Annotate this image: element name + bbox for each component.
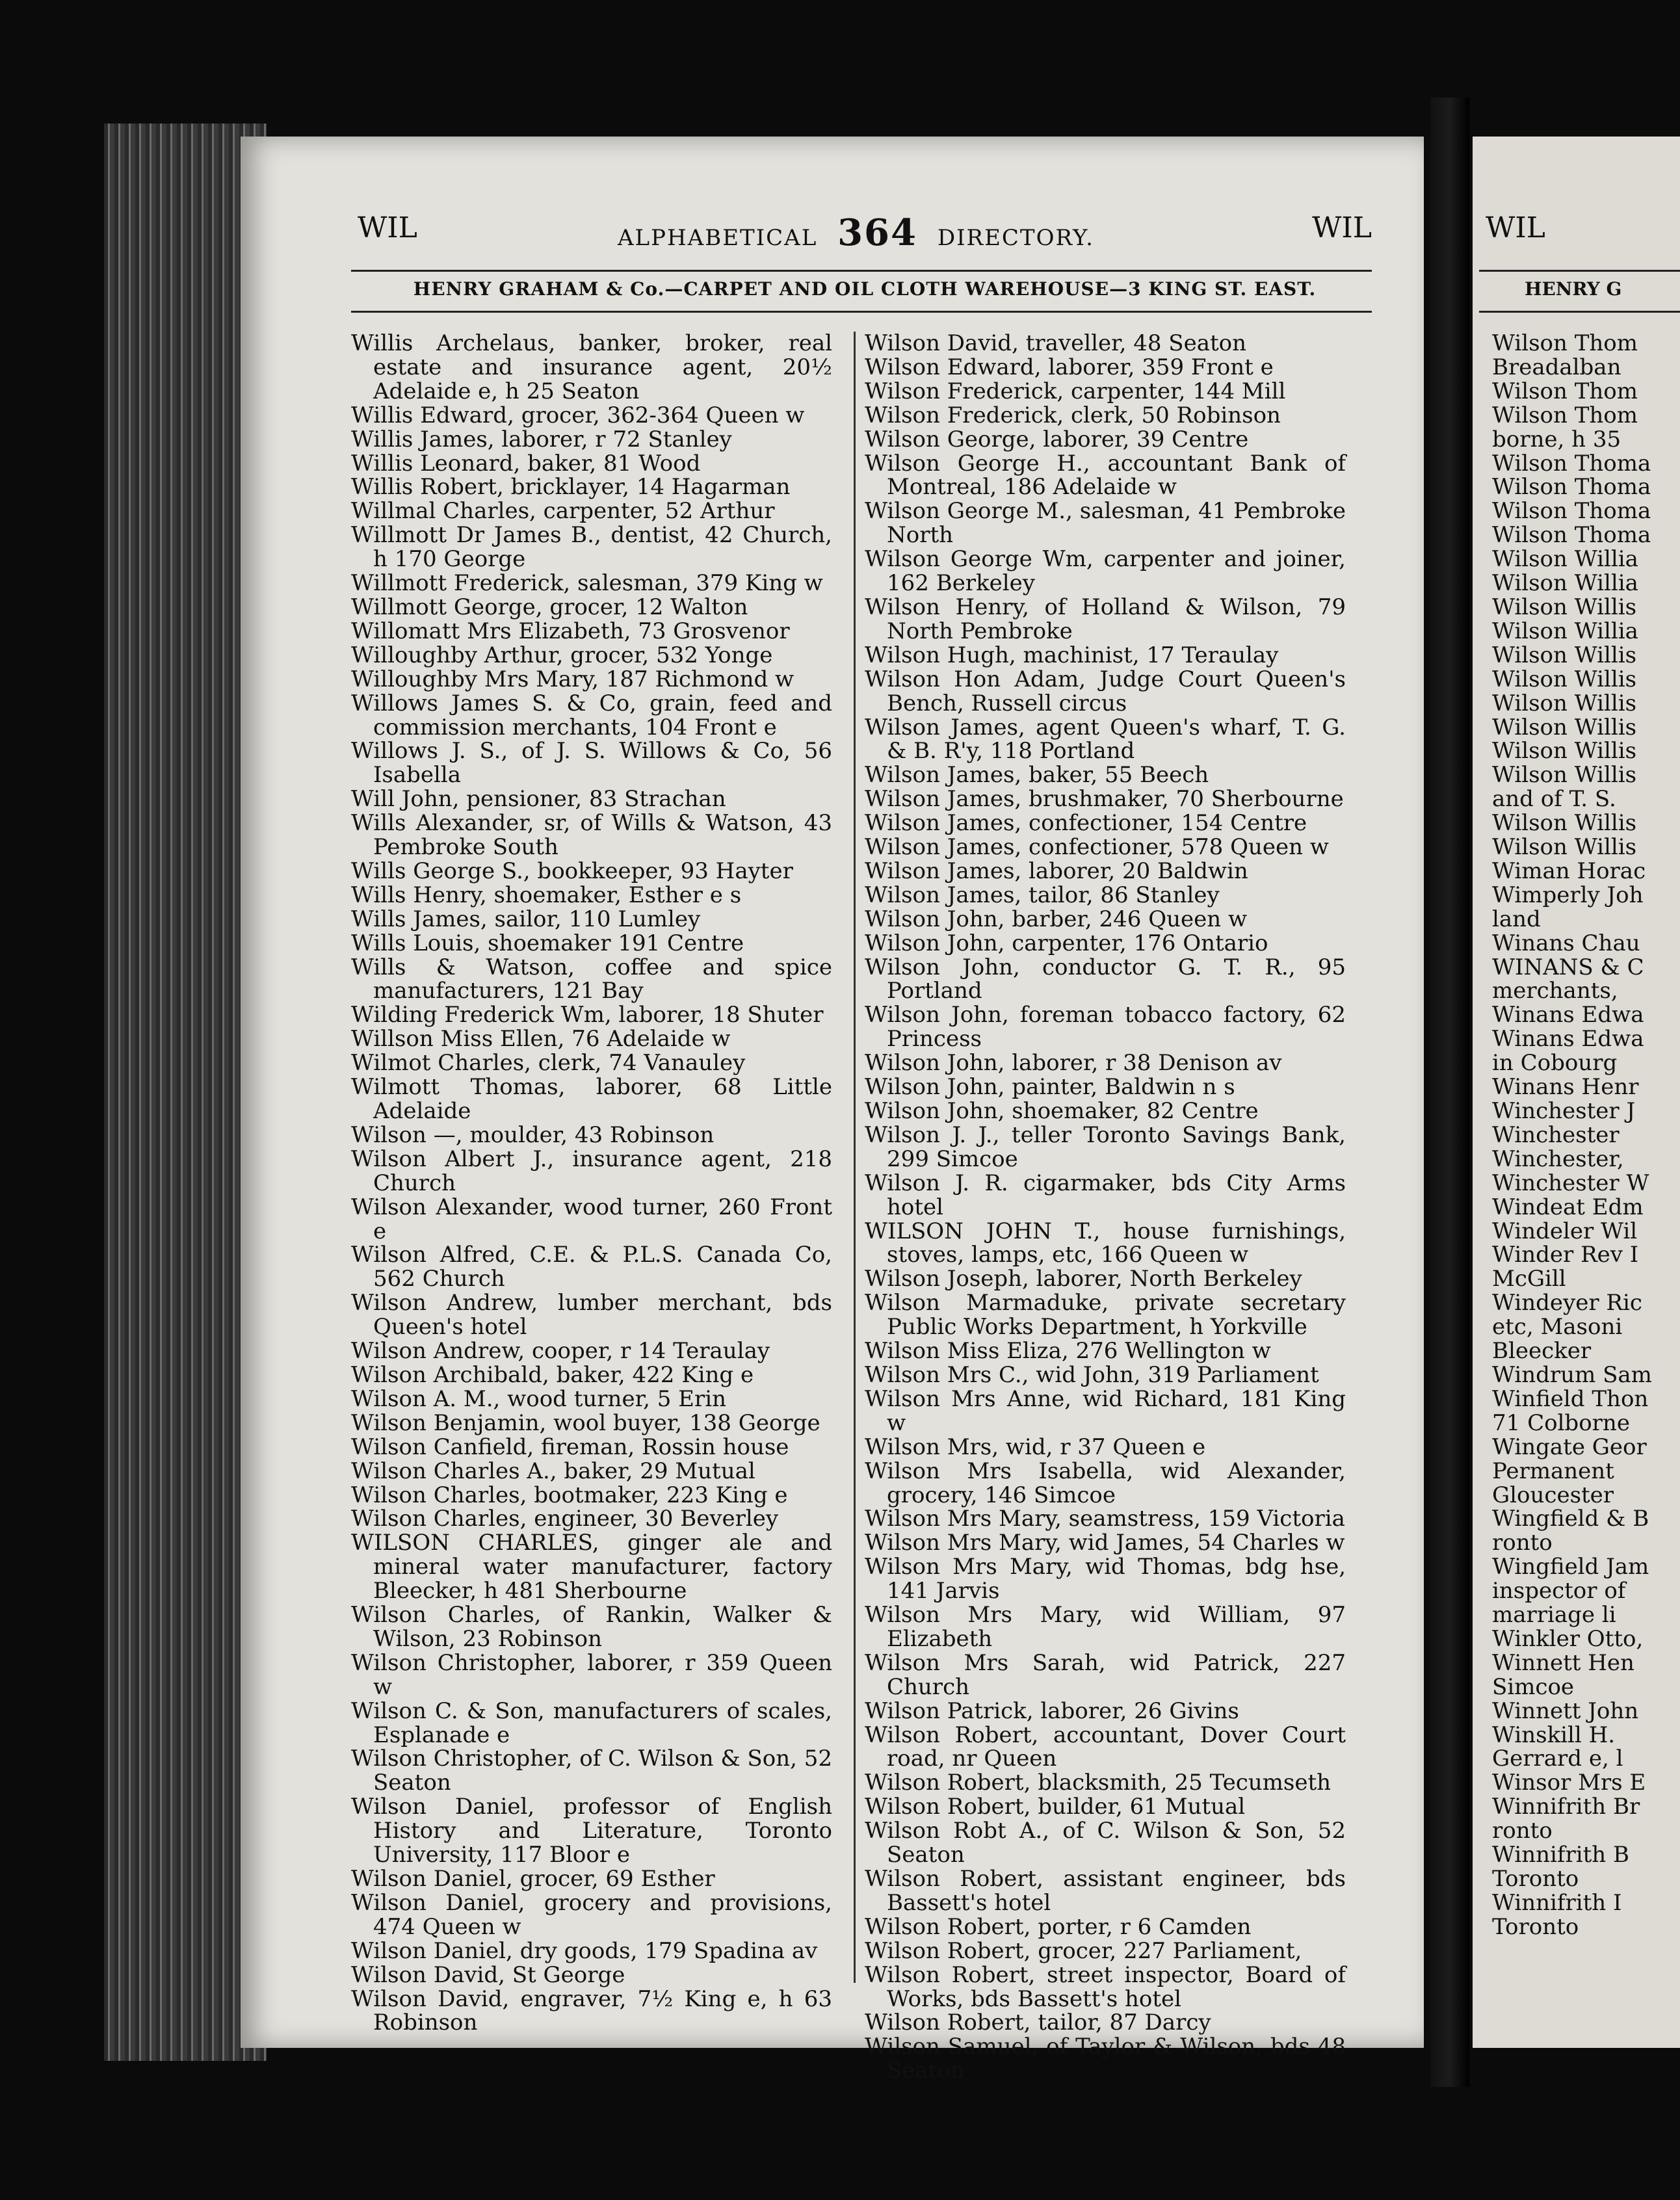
directory-entry: Wilson Alexander, wood turner, 260 Front e bbox=[351, 1194, 832, 1244]
directory-entry: Wilson John, painter, Baldwin n s bbox=[865, 1074, 1235, 1101]
header-directory: DIRECTORY. bbox=[937, 225, 1094, 251]
next-page-line: Winans Chau bbox=[1492, 930, 1640, 956]
header-title bbox=[618, 211, 1094, 254]
next-page-line: Simcoe bbox=[1492, 1673, 1575, 1700]
directory-entry: Wilson Miss Eliza, 276 Wellington w bbox=[865, 1338, 1271, 1365]
next-page-line: Wingfield Jam bbox=[1492, 1554, 1649, 1580]
next-page-line: Winchester bbox=[1492, 1121, 1620, 1148]
directory-entry: Wilson Mrs Sarah, wid Patrick, 227 Church bbox=[865, 1649, 1346, 1700]
directory-entry: Willmott Dr James B., dentist, 42 Church, h 170 George bbox=[351, 522, 832, 573]
next-page-line: Wingfield & B bbox=[1492, 1506, 1649, 1532]
next-page-line: Winkler Otto, bbox=[1492, 1625, 1644, 1652]
directory-entry: Willows James S. & Co, grain, feed and commission merchants, 104 Front e bbox=[351, 690, 832, 740]
directory-entry: Wills Louis, shoemaker 191 Centre bbox=[351, 930, 744, 956]
directory-entry: Willis Leonard, baker, 81 Wood bbox=[351, 450, 701, 477]
next-page-line: McGill bbox=[1492, 1266, 1566, 1292]
directory-entry: Wilson Mrs Mary, wid Thomas, bdg hse, 141 Jarvis bbox=[865, 1554, 1346, 1604]
directory-entry: Wilson C. & Son, manufacturers of scales, Esplanade e bbox=[351, 1697, 832, 1748]
directory-entry: Wilson Charles, of Rankin, Walker & Wilson, 23 Robinson bbox=[351, 1602, 832, 1652]
next-page-line: Winnett Hen bbox=[1492, 1649, 1634, 1676]
directory-entry: Wilson Robert, porter, r 6 Camden bbox=[865, 1913, 1252, 1940]
directory-entry: Wilson Albert J., insurance agent, 218 Church bbox=[351, 1146, 832, 1196]
directory-entry: Wilson James, laborer, 20 Baldwin bbox=[865, 858, 1248, 884]
next-page-line: Winans Edwa bbox=[1492, 1026, 1644, 1053]
next-page-line: land bbox=[1492, 906, 1541, 932]
next-page-line: Winans Edwa bbox=[1492, 1002, 1644, 1028]
next-page-line: Wingate Geor bbox=[1492, 1434, 1647, 1460]
directory-entry: Wilson Alfred, C.E. & P.L.S. Canada Co, 562 Church bbox=[351, 1242, 832, 1292]
next-page-line: Wilson Willia bbox=[1492, 618, 1638, 644]
directory-entry: Wilson J. R. cigarmaker, bds City Arms hotel bbox=[865, 1170, 1346, 1220]
next-page-line: Wilson Willis bbox=[1492, 714, 1637, 740]
directory-entry: Willson Miss Ellen, 76 Adelaide w bbox=[351, 1026, 731, 1053]
directory-entry: Willis Robert, bricklayer, 14 Hagarman bbox=[351, 474, 791, 501]
directory-entry: Wilson Robert, tailor, 87 Darcy bbox=[865, 2010, 1211, 2036]
directory-entry: Wilson Robert, assistant engineer, bds Bassett's hotel bbox=[865, 1866, 1346, 1916]
directory-entry: WILSON CHARLES, ginger ale and mineral water manufacturer, factory Bleecker, h 481 Sherbourne bbox=[351, 1530, 832, 1604]
directory-entry: Wilson Robert, builder, 61 Mutual bbox=[865, 1794, 1246, 1820]
next-page-line: ronto bbox=[1492, 1530, 1553, 1556]
directory-entry: Wilson George M., salesman, 41 Pembroke North bbox=[865, 498, 1346, 549]
directory-entry: Wills & Watson, coffee and spice manufacturers, 121 Bay bbox=[351, 954, 832, 1004]
next-page-line: Winsor Mrs E bbox=[1492, 1770, 1646, 1796]
next-page-line: Wilson Willis bbox=[1492, 834, 1637, 861]
next-page-line: Wilson Willis bbox=[1492, 642, 1637, 668]
next-page-line: Wilson Willis bbox=[1492, 738, 1637, 765]
next-page-line: Wimperly Joh bbox=[1492, 882, 1644, 908]
directory-entry: Willmal Charles, carpenter, 52 Arthur bbox=[351, 498, 775, 525]
next-page-line: Toronto bbox=[1492, 1866, 1579, 1892]
next-page-banner: HENRY G bbox=[1525, 278, 1622, 300]
next-page-line: WINANS & C bbox=[1492, 954, 1644, 980]
directory-entry: Wilson Mrs, wid, r 37 Queen e bbox=[865, 1434, 1206, 1460]
next-page-line: Breadalban bbox=[1492, 354, 1621, 380]
directory-entry: Wilson George, laborer, 39 Centre bbox=[865, 426, 1249, 452]
next-page-line: Wilson Willis bbox=[1492, 762, 1637, 789]
next-page-line: Toronto bbox=[1492, 1913, 1579, 1940]
directory-entry: Wilson Samuel, of Taylor & Wilson, bds 48 Seaton bbox=[865, 2034, 1346, 2084]
next-page-line: Winfield Thon bbox=[1492, 1385, 1649, 1412]
directory-entry: Wilson Canfield, fireman, Rossin house bbox=[351, 1434, 789, 1460]
next-page-line: Wilson Willia bbox=[1492, 546, 1638, 573]
running-header bbox=[358, 211, 1372, 263]
next-page-line: inspector of bbox=[1492, 1578, 1626, 1604]
directory-entry: Wilson Andrew, lumber merchant, bds Queen's hotel bbox=[351, 1290, 832, 1341]
directory-entry: Wilson Robert, accountant, Dover Court road, nr Queen bbox=[865, 1722, 1346, 1772]
next-page-line: Winnifrith Br bbox=[1492, 1794, 1640, 1820]
next-page-line: Wilson Willis bbox=[1492, 810, 1637, 837]
column-divider bbox=[854, 332, 856, 1983]
directory-entry: Wilson John, shoemaker, 82 Centre bbox=[865, 1098, 1259, 1124]
directory-entry: Wilson James, agent Queen's wharf, T. G. & B. R'y, 118 Portland bbox=[865, 714, 1346, 765]
header-right: WIL bbox=[1312, 211, 1372, 244]
directory-entry: Wilson —, moulder, 43 Robinson bbox=[351, 1121, 715, 1148]
header-left: WIL bbox=[358, 211, 417, 244]
next-page-line: marriage li bbox=[1492, 1602, 1616, 1629]
next-page-line: and of T. S. bbox=[1492, 786, 1616, 813]
directory-entry: Wilson Robert, grocer, 227 Parliament, bbox=[865, 1937, 1302, 1964]
directory-entry: Wilson John, carpenter, 176 Ontario bbox=[865, 930, 1268, 956]
directory-entry: Wilson Archibald, baker, 422 King e bbox=[351, 1361, 754, 1388]
next-page-line: in Cobourg bbox=[1492, 1050, 1618, 1077]
directory-entry: Wilson David, St George bbox=[351, 1961, 625, 1988]
directory-entry: Wilson Daniel, grocery and provisions, 474 Queen w bbox=[351, 1889, 832, 1940]
next-page-line: Winskill H. bbox=[1492, 1722, 1616, 1748]
book-gutter bbox=[1430, 98, 1469, 2087]
directory-entry: Wilson John, conductor G. T. R., 95 Portland bbox=[865, 954, 1346, 1004]
directory-entry: Wilson Mrs Mary, seamstress, 159 Victoria bbox=[865, 1506, 1345, 1532]
next-page-line: 71 Colborne bbox=[1492, 1409, 1630, 1436]
directory-entry: Wilson David, engraver, 7½ King e, h 63 Robinson bbox=[351, 1985, 832, 2036]
directory-entry: WILSON JOHN T., house furnishings, stoves, lamps, etc, 166 Queen w bbox=[865, 1218, 1346, 1268]
next-page-line: Gerrard e, l bbox=[1492, 1746, 1623, 1772]
next-page-column bbox=[1492, 332, 1652, 1939]
directory-entry: Wilson Benjamin, wool buyer, 138 George bbox=[351, 1409, 820, 1436]
next-page-fragment bbox=[1473, 137, 1680, 2048]
directory-entry: Wilson James, baker, 55 Beech bbox=[865, 762, 1209, 789]
directory-page bbox=[241, 137, 1424, 2084]
directory-entry: Wilson Mrs Isabella, wid Alexander, grocery, 146 Simcoe bbox=[865, 1458, 1346, 1508]
directory-entry: Wilson Daniel, grocer, 69 Esther bbox=[351, 1866, 715, 1892]
directory-entry: Wilson Andrew, cooper, r 14 Teraulay bbox=[351, 1338, 770, 1365]
next-page-line: Winans Henr bbox=[1492, 1074, 1639, 1101]
next-page-line: Wilson Willia bbox=[1492, 570, 1638, 597]
directory-entry: Wilson George H., accountant Bank of Montreal, 186 Adelaide w bbox=[865, 450, 1346, 501]
directory-entry: Willis Edward, grocer, 362-364 Queen w bbox=[351, 402, 805, 428]
directory-entry: Wilson Frederick, clerk, 50 Robinson bbox=[865, 402, 1281, 428]
next-page-line: Windeyer Ric bbox=[1492, 1290, 1642, 1316]
directory-entry: Wilson Mrs C., wid John, 319 Parliament bbox=[865, 1361, 1319, 1388]
next-page-line: Wilson Willis bbox=[1492, 666, 1637, 692]
directory-entry: Wilson Mrs Anne, wid Richard, 181 King w bbox=[865, 1385, 1346, 1436]
directory-entry: Wills Henry, shoemaker, Esther e s bbox=[351, 882, 742, 908]
directory-entry: Wilson J. J., teller Toronto Savings Bank, 299 Simcoe bbox=[865, 1121, 1346, 1172]
directory-entry: Wills James, sailor, 110 Lumley bbox=[351, 906, 701, 932]
next-page-line: Wilson Thoma bbox=[1492, 474, 1651, 501]
next-page-line: Winder Rev I bbox=[1492, 1242, 1639, 1268]
next-page-line: Windeat Edm bbox=[1492, 1194, 1644, 1220]
directory-entry: Wilson James, confectioner, 578 Queen w bbox=[865, 834, 1329, 861]
left-column bbox=[351, 332, 832, 2035]
directory-entry: Wilson Robert, blacksmith, 25 Tecumseth bbox=[865, 1770, 1332, 1796]
next-page-line: Winnett John bbox=[1492, 1697, 1639, 1724]
directory-entry: Wilson Frederick, carpenter, 144 Mill bbox=[865, 378, 1286, 404]
directory-entry: Wilson John, laborer, r 38 Denison av bbox=[865, 1050, 1282, 1077]
directory-entry: Wills George S., bookkeeper, 93 Hayter bbox=[351, 858, 793, 884]
directory-entry: Willis James, laborer, r 72 Stanley bbox=[351, 426, 732, 452]
next-page-line: Wilson Thoma bbox=[1492, 450, 1651, 477]
next-page-line: Wilson Thoma bbox=[1492, 522, 1651, 549]
directory-entry: Wilmott Thomas, laborer, 68 Little Adelaide bbox=[351, 1074, 832, 1124]
next-page-line: ronto bbox=[1492, 1818, 1553, 1844]
next-page-line: Winnifrith I bbox=[1492, 1889, 1622, 1916]
next-page-line: Wiman Horac bbox=[1492, 858, 1646, 884]
next-page-line: Winchester J bbox=[1492, 1098, 1636, 1124]
directory-entry: Wilson Charles, engineer, 30 Beverley bbox=[351, 1506, 779, 1532]
next-page-header: WIL bbox=[1486, 211, 1545, 244]
directory-entry: Wilson James, tailor, 86 Stanley bbox=[865, 882, 1220, 908]
directory-entry: Wilson Edward, laborer, 359 Front e bbox=[865, 354, 1274, 380]
next-page-line: Winchester, bbox=[1492, 1146, 1624, 1172]
directory-entry: Willoughby Arthur, grocer, 532 Yonge bbox=[351, 642, 773, 668]
directory-entry: Wilson George Wm, carpenter and joiner, 162 Berkeley bbox=[865, 546, 1346, 597]
next-page-line: Bleecker bbox=[1492, 1338, 1592, 1365]
next-page-rule-top bbox=[1479, 270, 1680, 272]
directory-entry: Wilmot Charles, clerk, 74 Vanauley bbox=[351, 1050, 746, 1077]
directory-entry: Willows J. S., of J. S. Willows & Co, 56 Isabella bbox=[351, 738, 832, 789]
directory-entry: Wilson Marmaduke, private secretary Public Works Department, h Yorkville bbox=[865, 1290, 1346, 1341]
directory-entry: Willoughby Mrs Mary, 187 Richmond w bbox=[351, 666, 794, 692]
directory-entry: Wilson Charles A., baker, 29 Mutual bbox=[351, 1458, 755, 1484]
directory-entry: Willomatt Mrs Elizabeth, 73 Grosvenor bbox=[351, 618, 790, 644]
directory-entry: Wilson Hugh, machinist, 17 Teraulay bbox=[865, 642, 1279, 668]
directory-entry: Wilson Robt A., of C. Wilson & Son, 52 Seaton bbox=[865, 1818, 1346, 1868]
right-column bbox=[865, 332, 1346, 2083]
directory-entry: Wilson Henry, of Holland & Wilson, 79 North Pembroke bbox=[865, 594, 1346, 644]
next-page-line: Wilson Thom bbox=[1492, 378, 1638, 404]
directory-entry: Wilding Frederick Wm, laborer, 18 Shuter bbox=[351, 1002, 824, 1028]
directory-entry: Wilson Christopher, of C. Wilson & Son, 52 Seaton bbox=[351, 1746, 832, 1796]
directory-entry: Wilson John, foreman tobacco factory, 62 Princess bbox=[865, 1002, 1346, 1053]
next-page-line: Windeler Wil bbox=[1492, 1218, 1638, 1244]
directory-entry: Wilson Charles, bootmaker, 223 King e bbox=[351, 1482, 788, 1508]
header-rule-bottom bbox=[351, 311, 1372, 313]
next-page-line: Wilson Willis bbox=[1492, 690, 1637, 716]
directory-entry: Wilson Daniel, dry goods, 179 Spadina av bbox=[351, 1937, 818, 1964]
directory-entry: Wills Alexander, sr, of Wills & Watson, 43 Pembroke South bbox=[351, 810, 832, 861]
directory-entry: Wilson A. M., wood turner, 5 Erin bbox=[351, 1385, 726, 1412]
directory-entry: Wilson John, barber, 246 Queen w bbox=[865, 906, 1248, 932]
next-page-line: Wilson Willis bbox=[1492, 594, 1637, 620]
next-page-line: borne, h 35 bbox=[1492, 426, 1621, 452]
directory-entry: Willmott Frederick, salesman, 379 King w bbox=[351, 570, 823, 597]
next-page-line: Wilson Thom bbox=[1492, 402, 1638, 428]
page-number: 364 bbox=[837, 211, 917, 254]
directory-entry: Wilson Christopher, laborer, r 359 Queen w bbox=[351, 1649, 832, 1700]
next-page-rule-bottom bbox=[1479, 311, 1680, 313]
next-page-line: Gloucester bbox=[1492, 1482, 1614, 1508]
next-page-line: Permanent bbox=[1492, 1458, 1614, 1484]
directory-entry: Wilson Mrs Mary, wid James, 54 Charles w bbox=[865, 1530, 1345, 1556]
directory-entry: Wilson James, brushmaker, 70 Sherbourne bbox=[865, 786, 1344, 813]
next-page-line: Windrum Sam bbox=[1492, 1361, 1652, 1388]
directory-entry: Willmott George, grocer, 12 Walton bbox=[351, 594, 748, 620]
advertisement-banner: HENRY GRAHAM & Co.—CARPET AND OIL CLOTH WAREHOUSE—3 KING ST. EAST. bbox=[413, 278, 1317, 300]
directory-entry: Wilson Hon Adam, Judge Court Queen's Bench, Russell circus bbox=[865, 666, 1346, 716]
directory-entry: Wilson Mrs Mary, wid William, 97 Elizabeth bbox=[865, 1602, 1346, 1652]
directory-entry: Wilson Robert, street inspector, Board of Works, bds Bassett's hotel bbox=[865, 1961, 1346, 2012]
directory-entry: Wilson David, traveller, 48 Seaton bbox=[865, 330, 1247, 356]
directory-entry: Will John, pensioner, 83 Strachan bbox=[351, 786, 726, 813]
header-alphabetical: ALPHABETICAL bbox=[618, 225, 818, 251]
directory-entry: Willis Archelaus, banker, broker, real estate and insurance agent, 20½ Adelaide e, h 25 Seaton bbox=[351, 330, 832, 404]
directory-entry: Wilson Patrick, laborer, 26 Givins bbox=[865, 1697, 1239, 1724]
next-page-line: Winnifrith B bbox=[1492, 1842, 1629, 1868]
header-rule-top bbox=[351, 270, 1372, 272]
next-page-line: merchants, bbox=[1492, 978, 1618, 1004]
next-page-line: Wilson Thom bbox=[1492, 330, 1638, 356]
next-page-line: Winchester W bbox=[1492, 1170, 1649, 1196]
next-page-line: etc, Masoni bbox=[1492, 1314, 1623, 1341]
directory-entry: Wilson James, confectioner, 154 Centre bbox=[865, 810, 1307, 837]
directory-entry: Wilson Joseph, laborer, North Berkeley bbox=[865, 1266, 1302, 1292]
directory-entry: Wilson Daniel, professor of English History and Literature, Toronto University, 117 Bloor e bbox=[351, 1794, 832, 1868]
next-page-line: Wilson Thoma bbox=[1492, 498, 1651, 525]
